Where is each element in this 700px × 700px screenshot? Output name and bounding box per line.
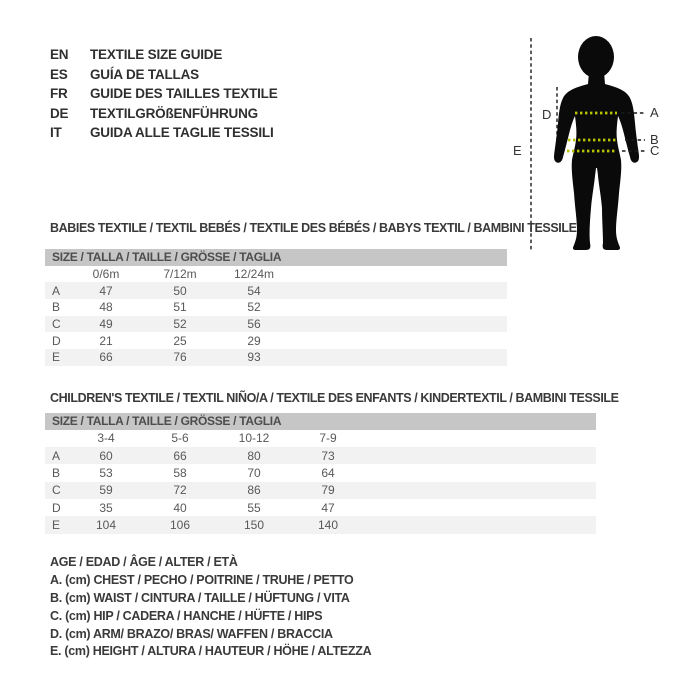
legend-line-chest: A. (cm) CHEST / PECHO / POITRINE / TRUHE / PETTO xyxy=(50,572,354,587)
cell: 53 xyxy=(99,465,113,480)
babies-section-title: BABIES TEXTILE / TEXTIL BEBÉS / TEXTILE DES BÉBÉS / BABYS TEXTIL / BAMBINI TESSILE xyxy=(50,221,577,235)
legend-line-height: E. (cm) HEIGHT / ALTURA / HAUTEUR / HÖHE / ALTEZZA xyxy=(50,644,372,659)
language-title: GUÍA DE TALLAS xyxy=(90,66,199,82)
measurement-legend xyxy=(50,554,371,661)
cell: 49 xyxy=(99,316,113,331)
row-label: D xyxy=(52,500,61,515)
label-a: A xyxy=(650,105,659,120)
language-code: ES xyxy=(50,66,68,82)
table-row xyxy=(45,349,507,366)
column-header-row xyxy=(45,430,596,447)
table-row xyxy=(45,482,596,499)
row-label: E xyxy=(52,518,61,533)
language-code: EN xyxy=(50,47,69,62)
cell: 79 xyxy=(321,483,335,498)
cell: 47 xyxy=(99,283,113,298)
legend-line-waist: B. (cm) WAIST / CINTURA / TAILLE / HÜFTUNG / VITA xyxy=(50,590,350,605)
column-header: 0/6m xyxy=(92,266,120,281)
language-title: GUIDE DES TAILLES TEXTILE xyxy=(90,86,278,101)
language-row xyxy=(50,65,278,85)
language-title: TEXTILE SIZE GUIDE xyxy=(90,47,223,62)
column-header: 5-6 xyxy=(171,431,189,446)
row-label: B xyxy=(52,300,61,315)
cell: 60 xyxy=(99,448,113,463)
cell: 150 xyxy=(243,518,265,533)
row-label: E xyxy=(52,350,61,365)
cell: 58 xyxy=(173,465,187,480)
cell: 25 xyxy=(173,333,187,348)
cell: 21 xyxy=(99,333,113,348)
legend-line-age: AGE / EDAD / ÂGE / ALTER / ETÀ xyxy=(50,555,238,569)
column-header: 7-9 xyxy=(319,431,337,446)
children-size-table xyxy=(45,413,596,534)
language-code: FR xyxy=(50,86,68,101)
label-d: D xyxy=(542,107,552,122)
language-code: IT xyxy=(50,125,62,140)
language-row xyxy=(50,45,278,65)
cell: 54 xyxy=(247,283,261,298)
cell: 52 xyxy=(173,316,187,331)
column-header: 12/24m xyxy=(233,266,275,281)
cell: 48 xyxy=(99,300,113,315)
cell: 106 xyxy=(169,518,191,533)
row-label: A xyxy=(52,283,61,298)
cell: 76 xyxy=(173,350,187,365)
label-e: E xyxy=(513,143,522,158)
cell: 66 xyxy=(173,448,187,463)
child-head-icon xyxy=(578,36,614,78)
label-c: C xyxy=(650,143,660,158)
cell: 52 xyxy=(247,300,261,315)
row-label: C xyxy=(52,483,61,498)
cell: 70 xyxy=(247,465,261,480)
size-header-bar: SIZE / TALLA / TAILLE / GRÖSSE / TAGLIA xyxy=(45,249,507,266)
children-section-title: CHILDREN'S TEXTILE / TEXTIL NIÑO/A / TEXTILE DES ENFANTS / KINDERTEXTIL / BAMBINI TESSILE xyxy=(50,391,619,405)
cell: 51 xyxy=(173,300,187,315)
label-b: B xyxy=(650,132,659,147)
language-title-list xyxy=(50,45,278,143)
legend-line-hip: C. (cm) HIP / CADERA / HANCHE / HÜFTE / HIPS xyxy=(50,608,323,623)
cell: 104 xyxy=(95,518,117,533)
cell: 55 xyxy=(247,500,261,515)
legend-line-arm: D. (cm) ARM/ BRAZO/ BRAS/ WAFFEN / BRACCIA xyxy=(50,626,333,641)
babies-size-table xyxy=(45,249,507,366)
table-row xyxy=(45,332,507,349)
table-row xyxy=(45,464,596,481)
cell: 73 xyxy=(321,448,335,463)
table-row xyxy=(45,516,596,533)
cell: 59 xyxy=(99,483,113,498)
table-row xyxy=(45,499,596,516)
table-row xyxy=(45,282,507,299)
cell: 40 xyxy=(173,500,187,515)
row-label: C xyxy=(52,316,61,331)
cell: 47 xyxy=(321,500,335,515)
column-header: 3-4 xyxy=(97,431,115,446)
cell: 72 xyxy=(173,483,187,498)
language-title: TEXTILGRÖßENFÜHRUNG xyxy=(90,105,258,121)
row-label: D xyxy=(52,333,61,348)
language-title: GUIDA ALLE TAGLIE TESSILI xyxy=(90,125,274,140)
cell: 80 xyxy=(247,448,261,463)
language-row xyxy=(50,123,278,143)
cell: 35 xyxy=(99,500,113,515)
table-row xyxy=(45,316,507,333)
cell: 86 xyxy=(247,483,261,498)
table-row xyxy=(45,447,596,464)
table-row xyxy=(45,299,507,316)
column-header: 7/12m xyxy=(163,266,197,281)
cell: 50 xyxy=(173,283,187,298)
row-label: A xyxy=(52,448,61,463)
column-header-row xyxy=(45,266,507,283)
language-row xyxy=(50,104,278,124)
column-header: 10-12 xyxy=(238,431,270,446)
cell: 140 xyxy=(317,518,339,533)
cell: 56 xyxy=(247,316,261,331)
cell: 29 xyxy=(247,333,261,348)
language-row xyxy=(50,84,278,104)
size-header-bar: SIZE / TALLA / TAILLE / GRÖSSE / TAGLIA xyxy=(45,413,596,430)
language-code: DE xyxy=(50,105,69,121)
cell: 93 xyxy=(247,350,261,365)
cell: 64 xyxy=(321,465,335,480)
cell: 66 xyxy=(99,350,113,365)
row-label: B xyxy=(52,465,61,480)
